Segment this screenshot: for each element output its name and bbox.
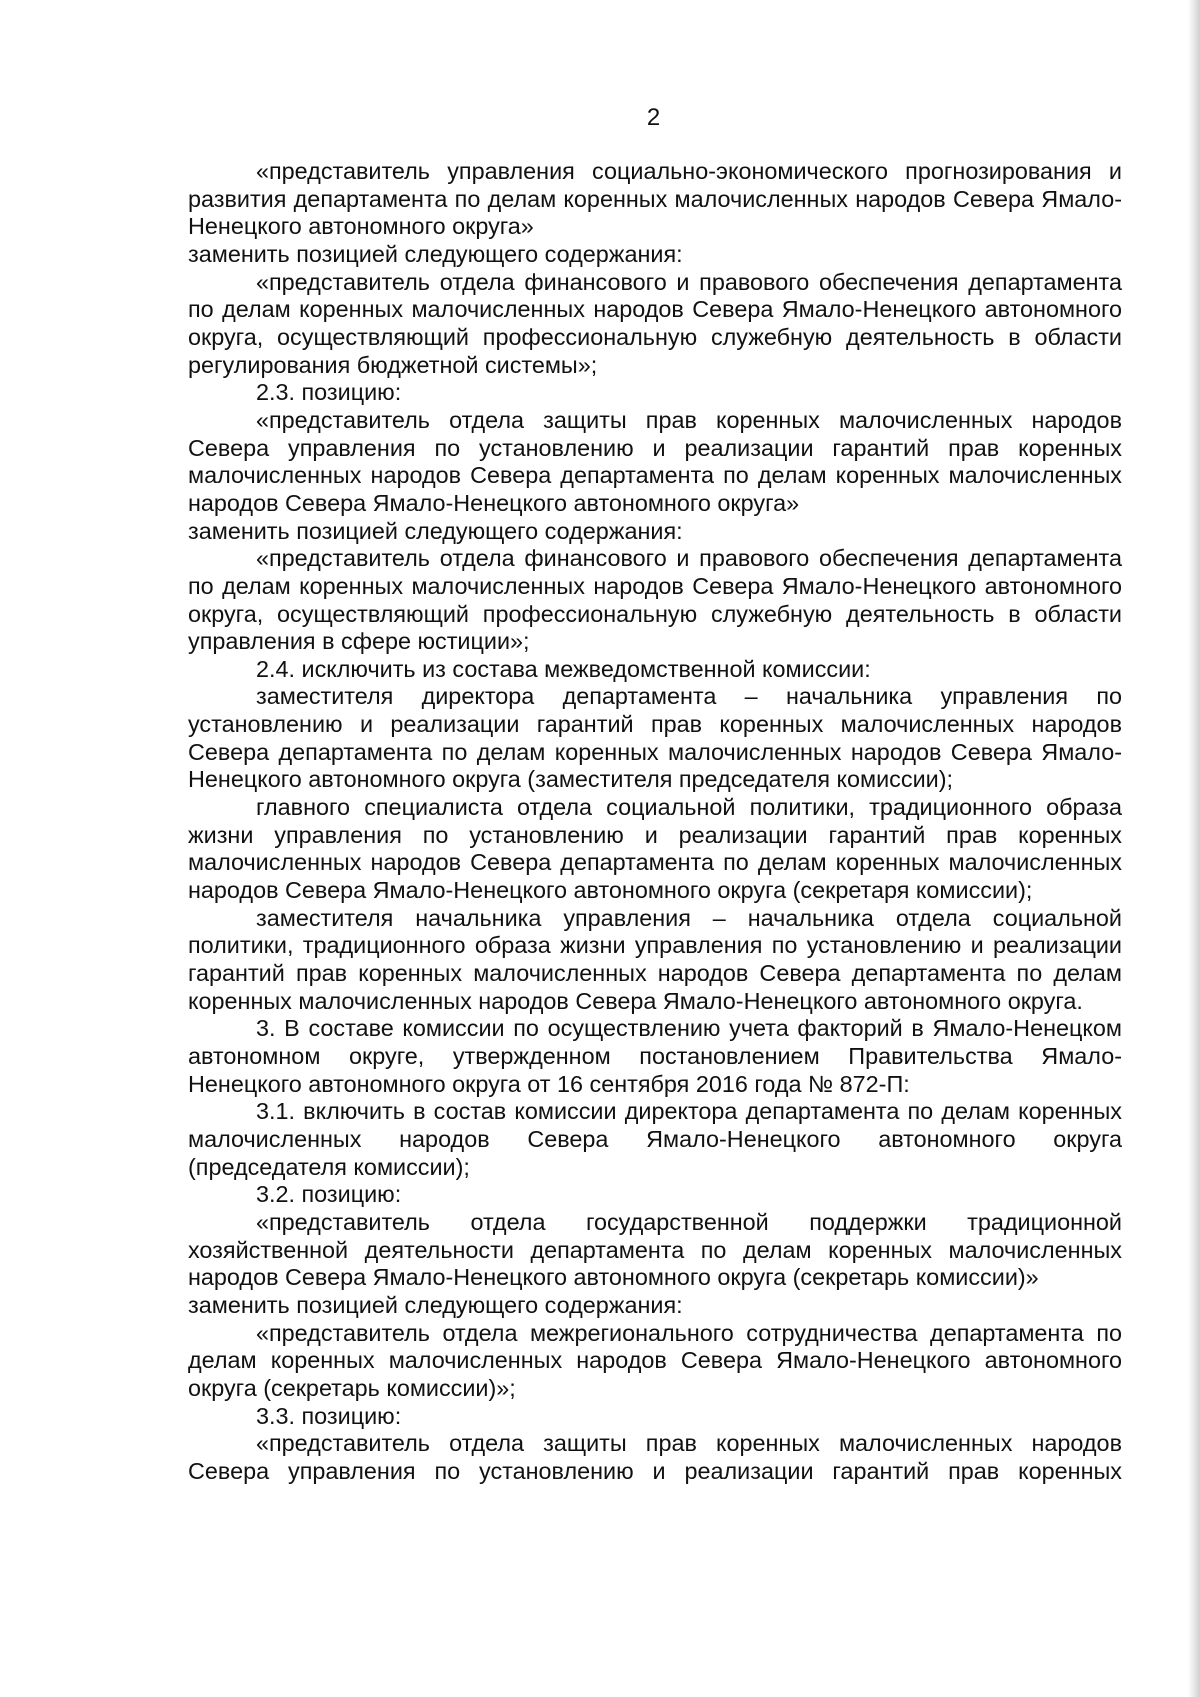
paragraph: «представитель отдела государственной поддержки традиционной хозяйственной деятельности департамента по делам коренных малочисленных народов Севера Ямало-Ненецкого автономного округа (секретарь комиссии)» [188,1208,1122,1291]
paragraph: «представитель отдела финансового и правового обеспечения департамента по делам коренных малочисленных народов Севера Ямало-Ненецкого автономного округа, осуществляющий профессиональную служебную деятельность в области управления в сфере юстиции»; [188,545,1122,655]
paragraph: 3.2. позицию: [256,1181,402,1208]
paragraph: заместителя начальника управления – начальника отдела социальной политики, традиционного образа жизни управления по установлению и реализации гарантий прав коренных малочисленных народов Севера департамента по делам коренных малочисленных народов Севера Ямало-Ненецкого автономного округа. [188,904,1122,1014]
paragraph: «представитель отдела межрегионального сотрудничества департамента по делам коренных малочисленных народов Севера Ямало-Ненецкого автономного округа (секретарь комиссии)»; [188,1319,1122,1401]
scan-edge-shadow [1188,0,1200,1697]
paragraph: 3. В составе комиссии по осуществлению учета факторий в Ямало-Ненецком автономном округе, утвержденном постановлением Правительства Ямало-Ненецкого автономного округа от 16 сентября 2016 года № 872-П: [188,1015,1122,1097]
paragraph: главного специалиста отдела социальной политики, традиционного образа жизни управления по установлению и реализации гарантий прав коренных малочисленных народов Севера департамента по делам коренных малочисленных народов Севера Ямало-Ненецкого автономного округа (секретаря комиссии); [188,794,1122,904]
paragraph: 2.4. исключить из состава межведомственной комиссии: [256,655,871,682]
paragraph: «представитель управления социально-экономического прогнозирования и развития департамента по делам коренных малочисленных народов Севера Ямало-Ненецкого автономного округа» [188,158,1122,240]
page-number: 2 [646,104,661,131]
paragraph: заместителя директора департамента – начальника управления по установлению и реализации гарантий прав коренных малочисленных народов Севера департамента по делам коренных малочисленных народов Севера Ямало-Ненецкого автономного округа (заместителя председателя комиссии); [188,683,1122,793]
paragraph: заменить позицией следующего содержания: [188,1291,683,1318]
paragraph: 3.3. позицию: [256,1402,402,1429]
paragraph: заменить позицией следующего содержания: [188,517,683,544]
paragraph: 3.1. включить в состав комиссии директора департамента по делам коренных малочисленных народов Севера Ямало-Ненецкого автономного округа (председателя комиссии); [188,1098,1122,1180]
document-body [188,158,1122,1486]
paragraph: «представитель отдела защиты прав коренных малочисленных народов Севера управления по установлению и реализации гарантий прав коренных малочисленных народов Севера департамента по делам коренных малочисленных народов Севера Ямало-Ненецкого автономного округа» [188,406,1122,516]
paragraph: «представитель отдела защиты прав коренных малочисленных народов Севера управления по установлению и реализации гарантий прав коренных [188,1430,1122,1484]
paragraph: заменить позицией следующего содержания: [188,240,683,267]
paragraph: «представитель отдела финансового и правового обеспечения департамента по делам коренных малочисленных народов Севера Ямало-Ненецкого автономного округа, осуществляющий профессиональную служебную деятельность в области регулирования бюджетной системы»; [188,268,1122,378]
paragraph: 2.3. позицию: [256,379,402,406]
